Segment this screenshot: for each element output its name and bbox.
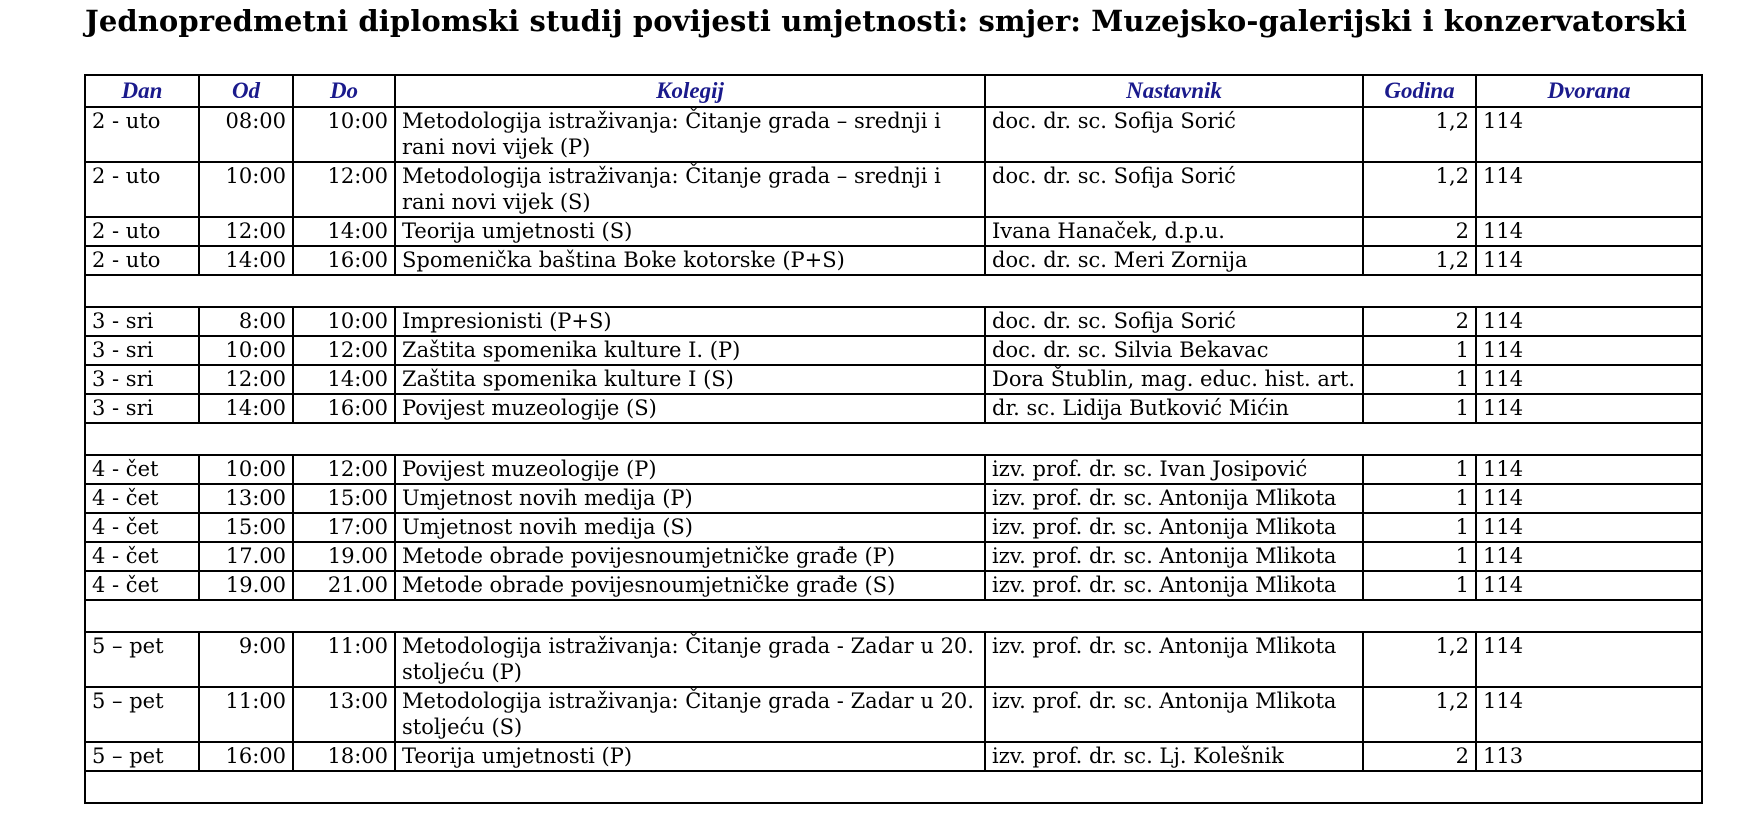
cell-to: 16:00 <box>293 394 395 423</box>
cell-to: 15:00 <box>293 484 395 513</box>
spacer-cell <box>85 600 1702 632</box>
cell-teacher: doc. dr. sc. Meri Zornija <box>985 246 1363 275</box>
cell-room: 114 <box>1476 394 1702 423</box>
cell-teacher: izv. prof. dr. sc. Antonija Mlikota <box>985 687 1363 742</box>
cell-room: 114 <box>1476 336 1702 365</box>
cell-year: 1 <box>1363 484 1476 513</box>
cell-year: 1 <box>1363 336 1476 365</box>
table-row <box>85 484 1702 513</box>
cell-year: 2 <box>1363 307 1476 336</box>
table-row <box>85 162 1702 217</box>
cell-to: 11:00 <box>293 632 395 687</box>
cell-day: 4 - čet <box>85 542 199 571</box>
table-row <box>85 742 1702 771</box>
cell-teacher: dr. sc. Lidija Butković Mićin <box>985 394 1363 423</box>
spacer-cell <box>85 771 1702 803</box>
cell-year: 1 <box>1363 571 1476 600</box>
cell-course: Zaštita spomenika kulture I (S) <box>395 365 985 394</box>
cell-room: 114 <box>1476 246 1702 275</box>
cell-year: 1,2 <box>1363 107 1476 162</box>
cell-day: 3 - sri <box>85 365 199 394</box>
cell-year: 1,2 <box>1363 162 1476 217</box>
table-row <box>85 632 1702 687</box>
cell-course: Spomenička baština Boke kotorske (P+S) <box>395 246 985 275</box>
cell-from: 11:00 <box>199 687 293 742</box>
cell-to: 12:00 <box>293 455 395 484</box>
cell-from: 8:00 <box>199 307 293 336</box>
cell-room: 114 <box>1476 217 1702 246</box>
table-row <box>85 571 1702 600</box>
header-from: Od <box>199 75 293 107</box>
spacer-row <box>85 423 1702 455</box>
table-row <box>85 455 1702 484</box>
cell-year: 1 <box>1363 394 1476 423</box>
cell-room: 114 <box>1476 687 1702 742</box>
cell-course: Metodologija istraživanja: Čitanje grada - Zadar u 20. stoljeću (P) <box>395 632 985 687</box>
header-room: Dvorana <box>1476 75 1702 107</box>
cell-day: 2 - uto <box>85 162 199 217</box>
cell-day: 5 – pet <box>85 632 199 687</box>
header-row <box>85 75 1702 107</box>
cell-from: 14:00 <box>199 394 293 423</box>
cell-teacher: izv. prof. dr. sc. Antonija Mlikota <box>985 571 1363 600</box>
cell-room: 114 <box>1476 365 1702 394</box>
cell-course: Povijest muzeologije (S) <box>395 394 985 423</box>
spacer-row <box>85 771 1702 803</box>
cell-to: 10:00 <box>293 107 395 162</box>
table-row <box>85 107 1702 162</box>
cell-year: 1 <box>1363 513 1476 542</box>
table-row <box>85 513 1702 542</box>
cell-teacher: izv. prof. dr. sc. Ivan Josipović <box>985 455 1363 484</box>
table-row <box>85 365 1702 394</box>
cell-course: Metode obrade povijesnoumjetničke građe (S) <box>395 571 985 600</box>
cell-to: 16:00 <box>293 246 395 275</box>
cell-room: 114 <box>1476 632 1702 687</box>
cell-day: 4 - čet <box>85 484 199 513</box>
cell-year: 1,2 <box>1363 632 1476 687</box>
cell-from: 10:00 <box>199 336 293 365</box>
page-title: Jednopredmetni diplomski studij povijesti umjetnosti: smjer: Muzejsko-galerijski i konzervatorski <box>85 4 1687 38</box>
cell-day: 4 - čet <box>85 513 199 542</box>
cell-to: 13:00 <box>293 687 395 742</box>
cell-course: Umjetnost novih medija (P) <box>395 484 985 513</box>
cell-course: Zaštita spomenika kulture I. (P) <box>395 336 985 365</box>
cell-to: 12:00 <box>293 336 395 365</box>
cell-to: 14:00 <box>293 217 395 246</box>
cell-year: 1,2 <box>1363 246 1476 275</box>
cell-day: 4 - čet <box>85 455 199 484</box>
cell-room: 114 <box>1476 571 1702 600</box>
cell-from: 14:00 <box>199 246 293 275</box>
cell-to: 10:00 <box>293 307 395 336</box>
cell-room: 114 <box>1476 542 1702 571</box>
cell-from: 12:00 <box>199 217 293 246</box>
schedule-body <box>85 107 1702 803</box>
cell-teacher: doc. dr. sc. Sofija Sorić <box>985 307 1363 336</box>
table-row <box>85 217 1702 246</box>
cell-to: 18:00 <box>293 742 395 771</box>
cell-from: 19.00 <box>199 571 293 600</box>
cell-to: 14:00 <box>293 365 395 394</box>
cell-course: Umjetnost novih medija (S) <box>395 513 985 542</box>
cell-teacher: doc. dr. sc. Sofija Sorić <box>985 107 1363 162</box>
cell-from: 13:00 <box>199 484 293 513</box>
cell-day: 2 - uto <box>85 217 199 246</box>
cell-from: 15:00 <box>199 513 293 542</box>
table-row <box>85 246 1702 275</box>
cell-from: 12:00 <box>199 365 293 394</box>
cell-day: 4 - čet <box>85 571 199 600</box>
cell-teacher: izv. prof. dr. sc. Antonija Mlikota <box>985 513 1363 542</box>
cell-teacher: izv. prof. dr. sc. Lj. Kolešnik <box>985 742 1363 771</box>
cell-year: 1 <box>1363 455 1476 484</box>
cell-room: 114 <box>1476 484 1702 513</box>
cell-year: 1,2 <box>1363 687 1476 742</box>
cell-teacher: izv. prof. dr. sc. Antonija Mlikota <box>985 632 1363 687</box>
cell-room: 113 <box>1476 742 1702 771</box>
cell-teacher: doc. dr. sc. Sofija Sorić <box>985 162 1363 217</box>
cell-room: 114 <box>1476 107 1702 162</box>
header-teacher: Nastavnik <box>985 75 1363 107</box>
cell-room: 114 <box>1476 162 1702 217</box>
cell-from: 16:00 <box>199 742 293 771</box>
cell-to: 17:00 <box>293 513 395 542</box>
cell-from: 08:00 <box>199 107 293 162</box>
cell-day: 5 – pet <box>85 687 199 742</box>
cell-course: Teorija umjetnosti (S) <box>395 217 985 246</box>
cell-day: 3 - sri <box>85 307 199 336</box>
header-day: Dan <box>85 75 199 107</box>
cell-teacher: izv. prof. dr. sc. Antonija Mlikota <box>985 484 1363 513</box>
cell-to: 12:00 <box>293 162 395 217</box>
header-to: Do <box>293 75 395 107</box>
cell-course: Povijest muzeologije (P) <box>395 455 985 484</box>
cell-teacher: izv. prof. dr. sc. Antonija Mlikota <box>985 542 1363 571</box>
table-row <box>85 307 1702 336</box>
cell-from: 9:00 <box>199 632 293 687</box>
cell-room: 114 <box>1476 455 1702 484</box>
spacer-row <box>85 275 1702 307</box>
cell-day: 5 – pet <box>85 742 199 771</box>
spacer-row <box>85 600 1702 632</box>
cell-from: 10:00 <box>199 162 293 217</box>
cell-course: Metodologija istraživanja: Čitanje grada – srednji i rani novi vijek (P) <box>395 107 985 162</box>
cell-course: Metode obrade povijesnoumjetničke građe (P) <box>395 542 985 571</box>
cell-from: 10:00 <box>199 455 293 484</box>
header-course: Kolegij <box>395 75 985 107</box>
cell-year: 2 <box>1363 217 1476 246</box>
table-row <box>85 394 1702 423</box>
cell-year: 1 <box>1363 365 1476 394</box>
cell-to: 21.00 <box>293 571 395 600</box>
cell-day: 3 - sri <box>85 394 199 423</box>
table-row <box>85 687 1702 742</box>
spacer-cell <box>85 423 1702 455</box>
cell-teacher: doc. dr. sc. Silvia Bekavac <box>985 336 1363 365</box>
cell-room: 114 <box>1476 307 1702 336</box>
cell-course: Metodologija istraživanja: Čitanje grada – srednji i rani novi vijek (S) <box>395 162 985 217</box>
cell-course: Impresionisti (P+S) <box>395 307 985 336</box>
cell-teacher: Ivana Hanaček, d.p.u. <box>985 217 1363 246</box>
cell-course: Metodologija istraživanja: Čitanje grada - Zadar u 20. stoljeću (S) <box>395 687 985 742</box>
table-row <box>85 336 1702 365</box>
cell-room: 114 <box>1476 513 1702 542</box>
table-row <box>85 542 1702 571</box>
header-year: Godina <box>1363 75 1476 107</box>
spacer-cell <box>85 275 1702 307</box>
cell-day: 2 - uto <box>85 107 199 162</box>
cell-year: 2 <box>1363 742 1476 771</box>
schedule-table <box>84 74 1703 804</box>
cell-course: Teorija umjetnosti (P) <box>395 742 985 771</box>
cell-day: 2 - uto <box>85 246 199 275</box>
cell-day: 3 - sri <box>85 336 199 365</box>
cell-teacher: Dora Štublin, mag. educ. hist. art. <box>985 365 1363 394</box>
cell-year: 1 <box>1363 542 1476 571</box>
cell-from: 17.00 <box>199 542 293 571</box>
cell-to: 19.00 <box>293 542 395 571</box>
